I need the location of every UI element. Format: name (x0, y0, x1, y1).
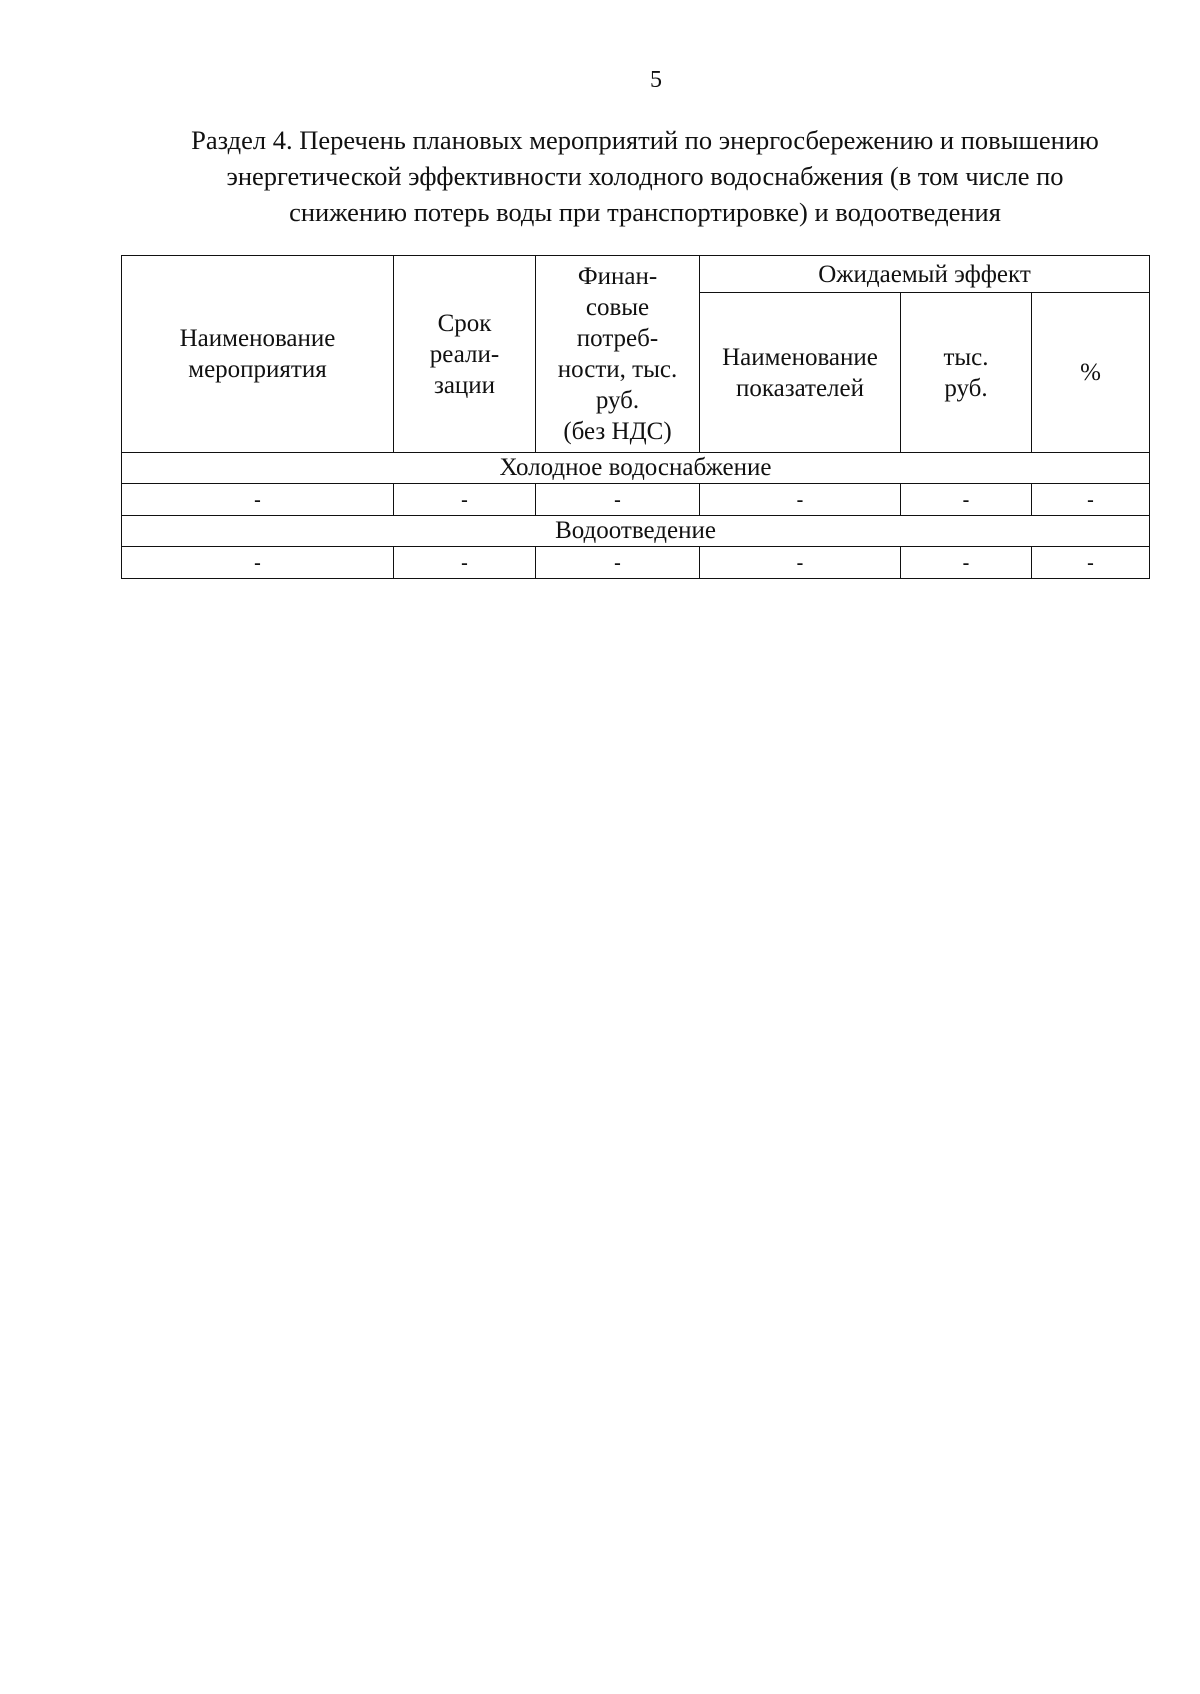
header-line: Срок (437, 309, 492, 337)
cell-value: - (1087, 552, 1094, 574)
section-title-line: энергетической эффективности холодного водоснабжения (в том числе по (226, 161, 1064, 191)
group-row-cold-water (122, 453, 1150, 484)
table-cell (536, 484, 700, 516)
table-cell (1032, 484, 1150, 516)
header-line: потреб- (576, 325, 659, 352)
header-indicators (700, 293, 901, 453)
cell-value: - (461, 552, 468, 574)
header-line: (без НДС) (563, 418, 672, 445)
cell-value: - (796, 552, 804, 574)
table-cell (536, 547, 700, 579)
header-line: зации (433, 371, 496, 399)
header-line: мероприятия (188, 356, 327, 383)
cell-value: - (962, 552, 970, 574)
group-title: Холодное водоснабжение (122, 453, 1150, 484)
cell-value: - (461, 489, 468, 511)
table-cell (122, 547, 394, 579)
section-title-line: Раздел 4. Перечень плановых мероприятий по энергосбережению и повышению (191, 125, 1099, 155)
table-cell (394, 484, 536, 516)
cell-value: - (614, 552, 621, 574)
table-header-row (122, 256, 1150, 293)
header-line: тыс. (943, 343, 989, 371)
header-line: совые (585, 294, 650, 321)
cell-value: - (614, 489, 621, 511)
table-row (122, 484, 1150, 516)
section-title-line: снижению потерь воды при транспортировке) и водоотведения (289, 197, 1001, 227)
page-number: 5 (650, 67, 662, 93)
header-line: руб. (944, 374, 988, 402)
header-line: руб. (595, 387, 640, 414)
cell-value: - (796, 489, 804, 511)
header-finance (536, 256, 700, 453)
header-expected-effect: Ожидаемый эффект (700, 256, 1150, 293)
cell-value: - (962, 489, 970, 511)
table-cell (1032, 547, 1150, 579)
table-cell (700, 547, 901, 579)
header-measure-name (122, 256, 394, 453)
header-thousand-rub (901, 293, 1032, 453)
group-title: Водоотведение (122, 516, 1150, 547)
header-line: Наименование (722, 343, 878, 371)
header-line: ности, тыс. (557, 356, 678, 383)
measures-table (121, 255, 1150, 579)
header-line: реали- (429, 340, 500, 368)
header-line: Наименование (179, 325, 336, 352)
header-line: показателей (735, 374, 865, 402)
header-term (394, 256, 536, 453)
table-cell (700, 484, 901, 516)
section-title (150, 122, 1140, 230)
table-cell (122, 484, 394, 516)
table-row (122, 547, 1150, 579)
header-line: Финан- (577, 263, 658, 290)
cell-value: - (254, 552, 261, 574)
table-cell (901, 484, 1032, 516)
table-cell (901, 547, 1032, 579)
cell-value: - (254, 489, 261, 511)
header-percent: % (1032, 293, 1150, 453)
table-cell (394, 547, 536, 579)
cell-value: - (1087, 489, 1094, 511)
group-row-wastewater (122, 516, 1150, 547)
